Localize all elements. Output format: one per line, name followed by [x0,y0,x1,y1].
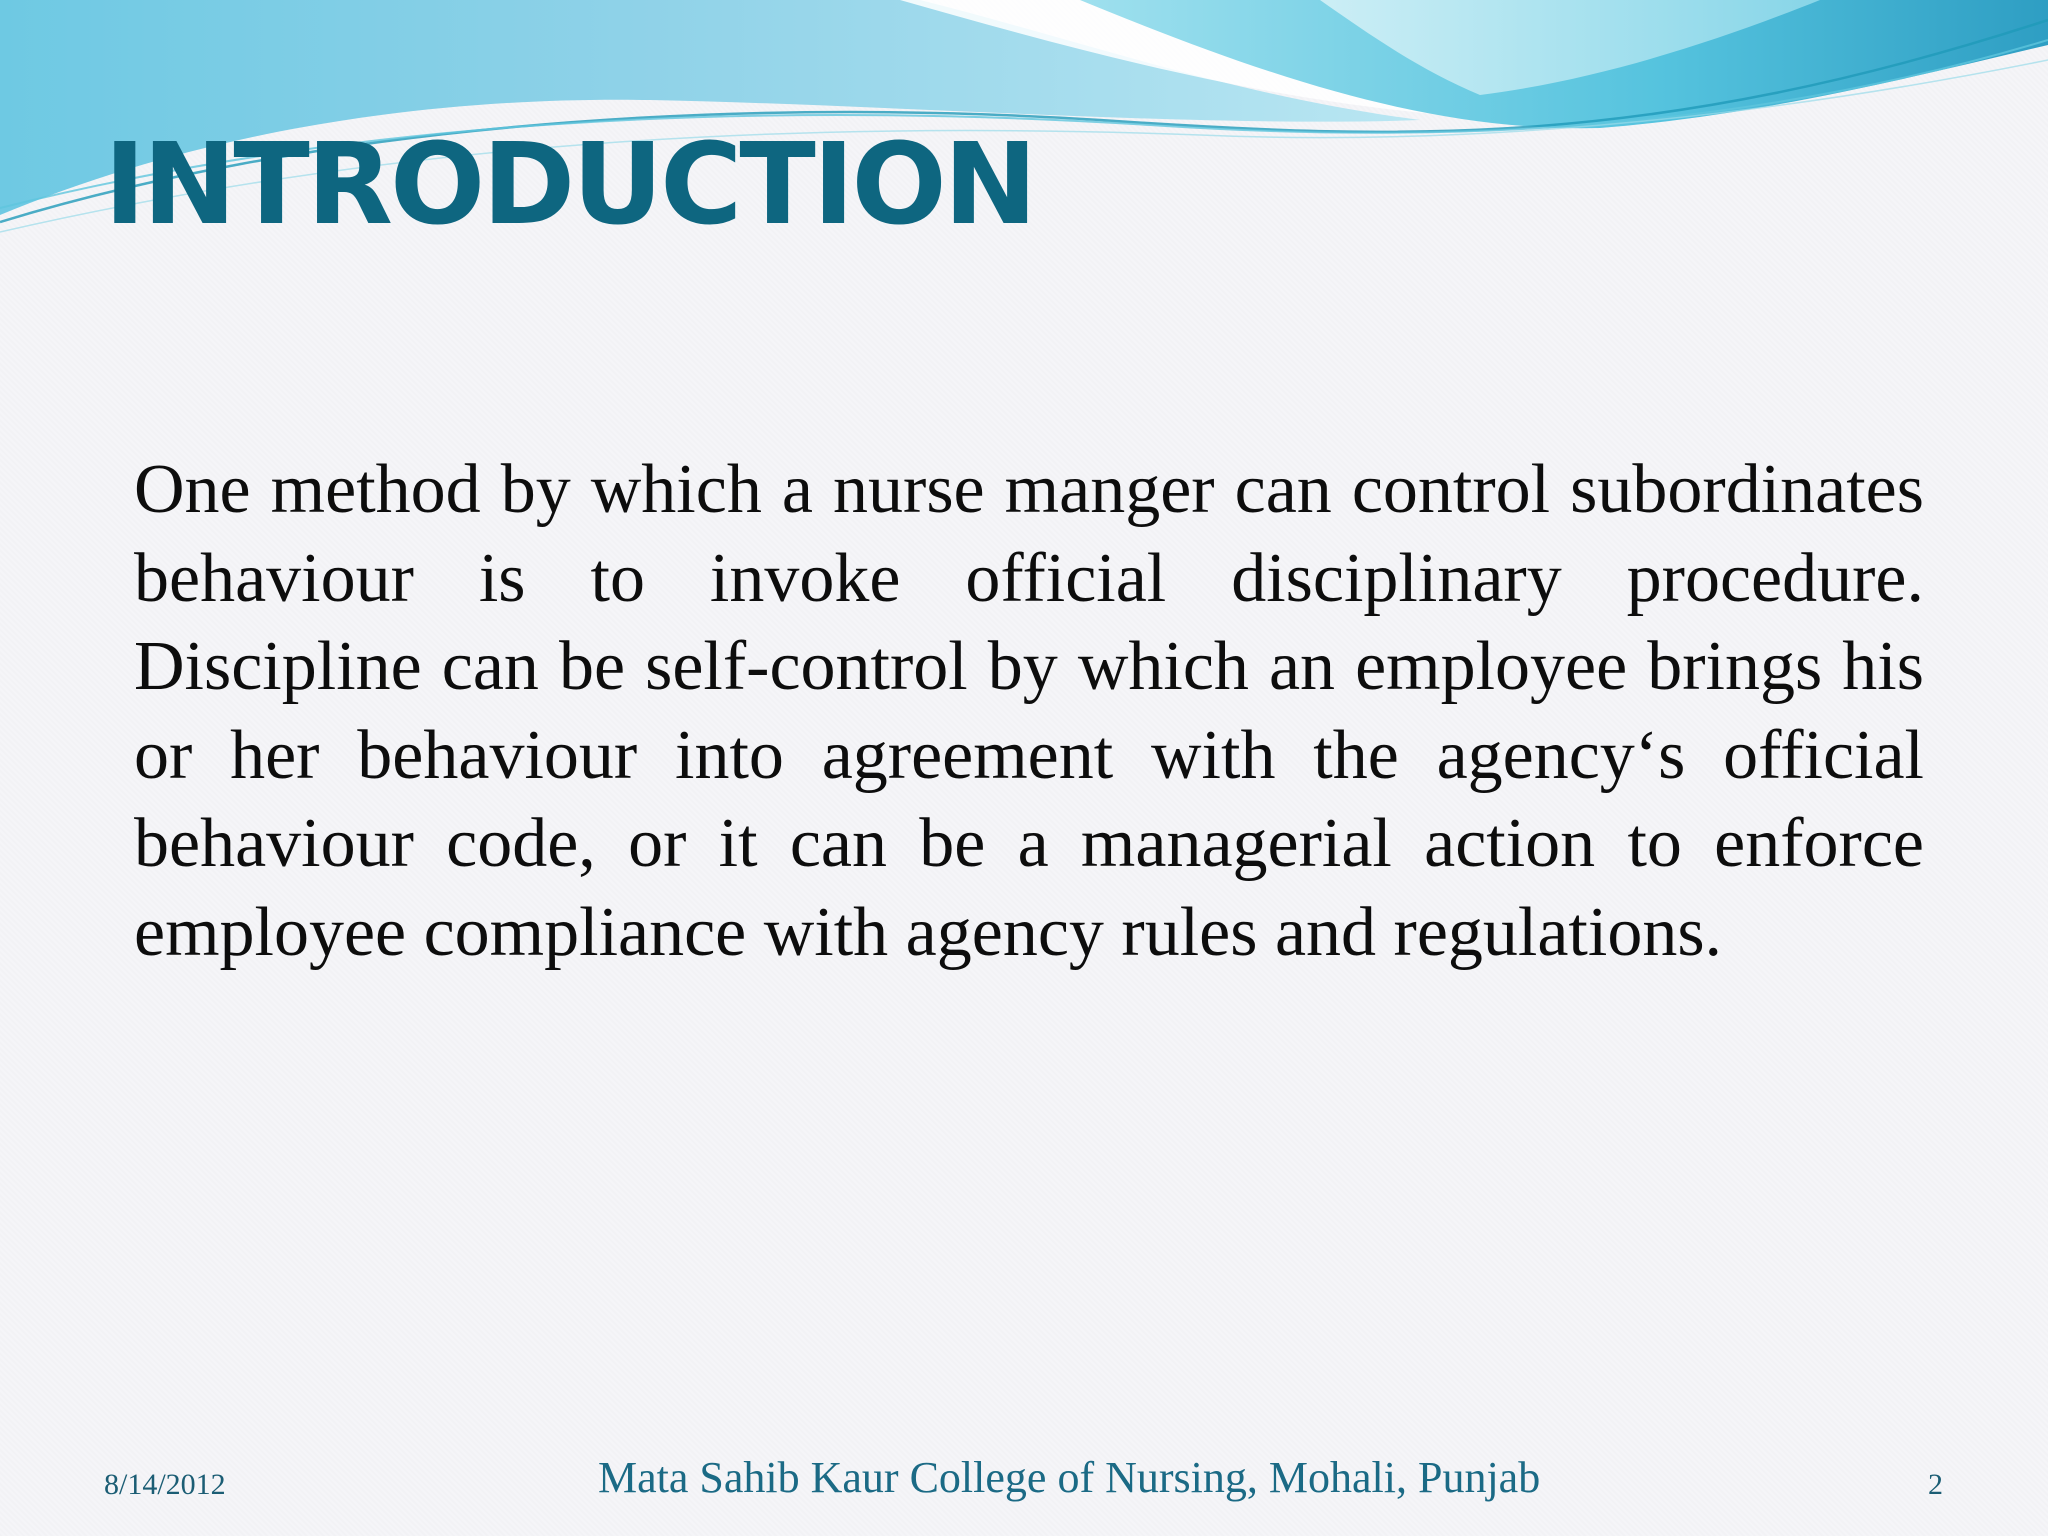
slide-body-text: One method by which a nurse manger can control subordinates behaviour is to invoke official disciplinary procedure. Discipline can be self-control by which an employee brings his or her behaviour into agreement with the agency‘s official behaviour code, or it can be a managerial action to enforce employee compliance with agency rules and regulations. [134,451,1924,971]
footer-college-name: Mata Sahib Kaur College of Nursing, Mohali, Punjab [598,1453,1541,1502]
footer-page-number: 2 [1928,1468,1943,1501]
slide-title: INTRODUCTION [104,120,1035,250]
footer-date: 8/14/2012 [104,1468,226,1501]
